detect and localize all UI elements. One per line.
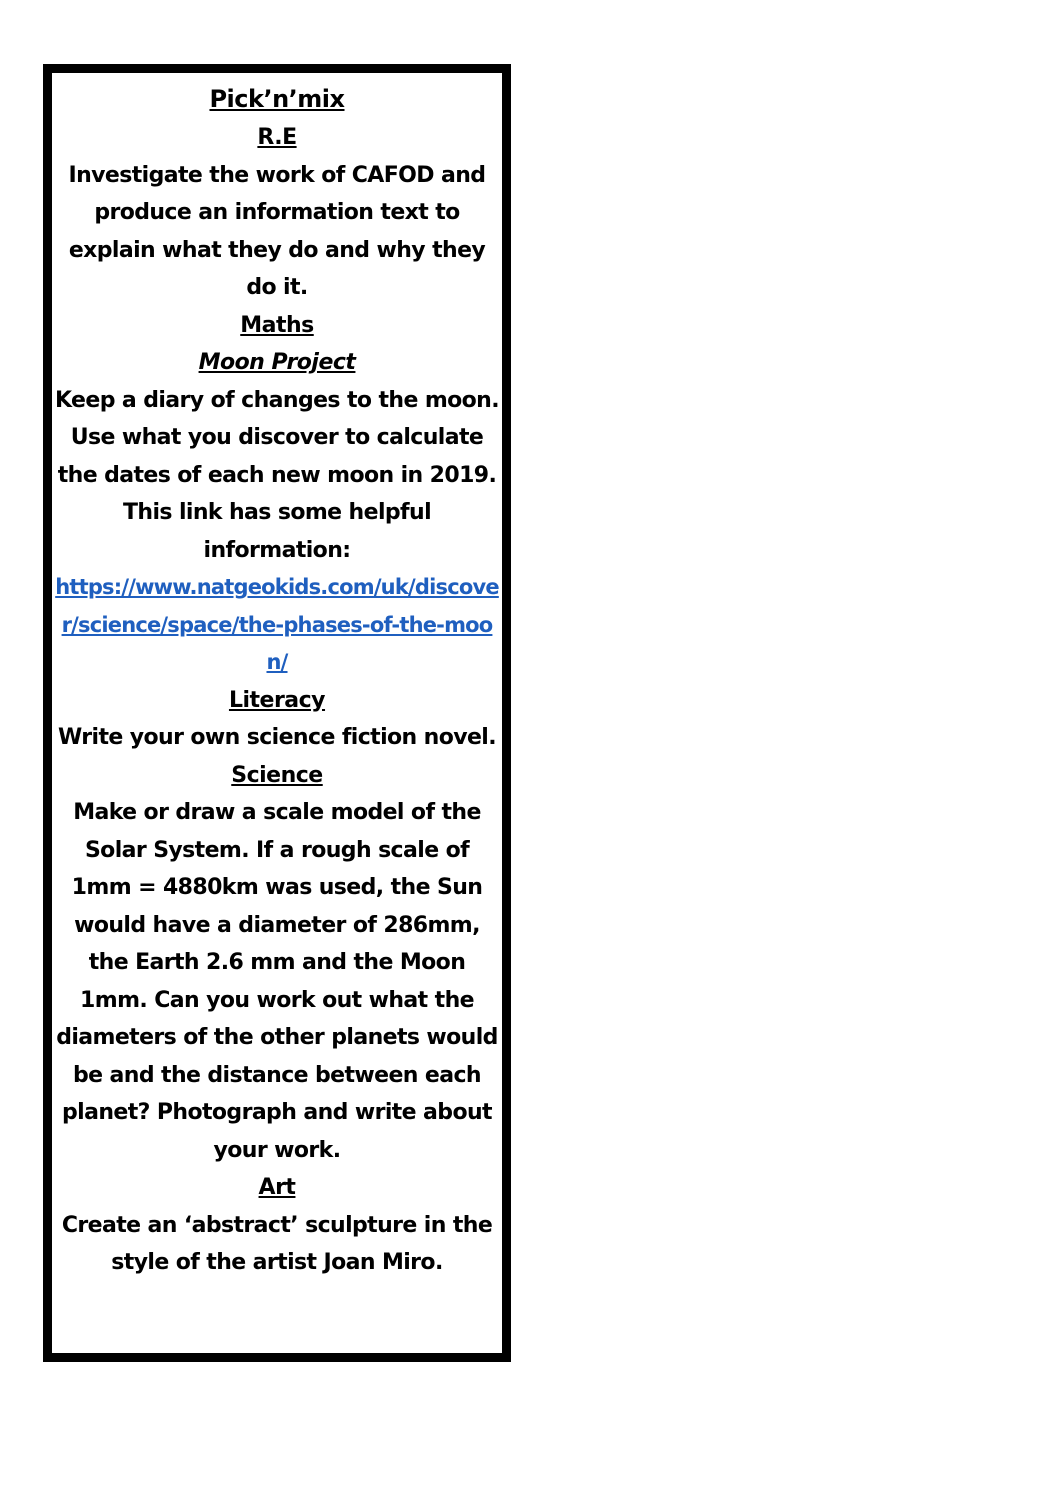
page-title: Pick’n’mix	[209, 85, 345, 113]
section-heading-literacy: Literacy	[228, 687, 326, 713]
section-subheading-moon-project: Moon Project	[198, 350, 356, 375]
section-body-science: Make or draw a scale model of the Solar System. If a rough scale of 1mm = 4880km was used, the Sun would have a diameter of 286mm, the Earth 2.6 mm and the Moon 1mm. Can you work out what the diameters of the other planets would be and the distance between each planet? Photograph and write about your work.	[56, 800, 498, 1163]
section-heading-re: R.E	[257, 125, 297, 150]
section-body-literacy: Write your own science fiction novel.	[57, 725, 497, 750]
section-heading-science: Science	[231, 762, 323, 788]
section-heading-art: Art	[258, 1175, 296, 1200]
section-body-re: Investigate the work of CAFOD and produce an information text to explain what they do and why they do it.	[68, 162, 486, 300]
section-body-maths: Keep a diary of changes to the moon. Use what you discover to calculate the dates of each new moon in 2019. This link has some helpful information:	[55, 387, 499, 563]
activity-box-content	[52, 74, 502, 1282]
moon-phases-link[interactable]: https://www.natgeokids.com/uk/discover/science/space/the-phases-of-the-moon/	[55, 575, 499, 674]
section-body-art: Create an ‘abstract’ sculpture in the style of the artist Joan Miro.	[61, 1212, 493, 1275]
section-heading-maths: Maths	[240, 312, 314, 338]
